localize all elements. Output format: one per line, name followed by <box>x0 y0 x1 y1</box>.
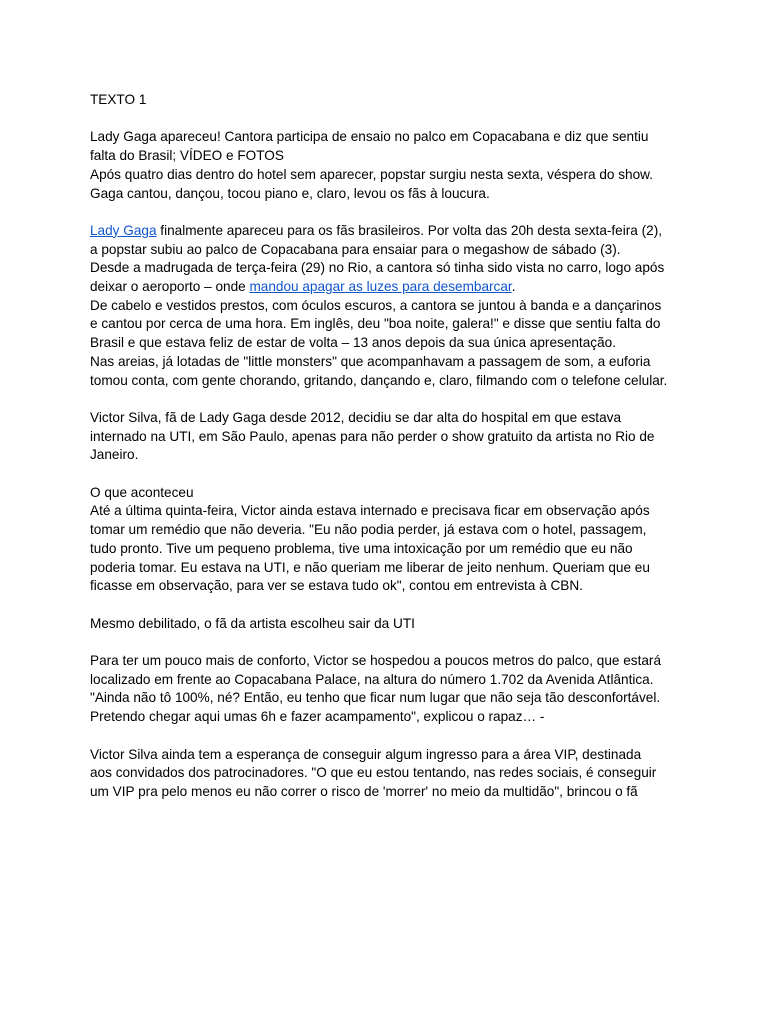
text-line <box>90 222 690 241</box>
document-page <box>90 91 690 820</box>
article-paragraph-3 <box>90 484 690 596</box>
text-line: ficasse em observação, para ver se estava tudo ok", contou em entrevista à CBN. <box>90 578 583 594</box>
article-paragraph-4 <box>90 615 690 634</box>
article-paragraph-6 <box>90 746 690 802</box>
text-line: "Ainda não tô 100%, né? Então, eu tenho que ficar num lugar que não seja tão desconfortável. <box>90 690 661 706</box>
text-line: e cantou por cerca de uma hora. Em inglês, deu "boa noite, galera!" e disse que sentiu falta do <box>90 316 661 332</box>
lady-gaga-link[interactable]: Lady Gaga <box>90 222 157 238</box>
text-line: tomou conta, com gente chorando, gritando, dançando e, claro, filmando com o telefone celular. <box>90 372 668 388</box>
text-line: Após quatro dias dentro do hotel sem aparecer, popstar surgiu nesta sexta, véspera do show. <box>90 166 653 182</box>
text-line: Nas areias, já lotadas de "little monsters" que acompanhavam a passagem de som, a euforia <box>90 353 651 369</box>
article-paragraph-2 <box>90 409 690 465</box>
text-line: Desde a madrugada de terça-feira (29) no Rio, a cantora só tinha sido vista no carro, logo após <box>90 260 665 276</box>
text-line <box>90 278 690 297</box>
text-line: internado na UTI, em São Paulo, apenas para não perder o show gratuito da artista no Rio de <box>90 428 655 444</box>
article-paragraph-1 <box>90 222 690 390</box>
text-line: tomar um remédio que não deveria. "Eu não podia perder, já estava com o hotel, passagem, <box>90 522 647 538</box>
text-line: Victor Silva ainda tem a esperança de conseguir algum ingresso para a área VIP, destinada <box>90 746 642 762</box>
text-line: falta do Brasil; VÍDEO e FOTOS <box>90 148 284 164</box>
lights-off-link[interactable]: mandou apagar as luzes para desembarcar <box>249 279 512 294</box>
section-subheading: O que aconteceu <box>90 484 194 500</box>
text-label: TEXTO 1 <box>90 92 147 107</box>
text-line: um VIP pra pelo menos eu não correr o risco de 'morrer' no meio da multidão", brincou o fã <box>90 783 638 799</box>
text-line: Para ter um pouco mais de conforto, Victor se hospedou a poucos metros do palco, que estará <box>90 653 662 668</box>
text-line: De cabelo e vestidos prestos, com óculos escuros, a cantora se juntou à banda e a dançarinos <box>90 297 662 313</box>
text-line: Até a última quinta-feira, Victor ainda estava internado e precisava ficar em observação após <box>90 503 650 519</box>
text-line: Janeiro. <box>90 447 139 463</box>
text-fragment: . <box>511 279 516 294</box>
article-paragraph-5 <box>90 652 690 727</box>
text-line: Gaga cantou, dançou, tocou piano e, claro, levou os fãs à loucura. <box>90 185 490 201</box>
text-line: a popstar subiu ao palco de Copacabana para ensaiar para o megashow de sábado (3). <box>90 241 621 257</box>
text-line: tudo pronto. Tive um pequeno problema, tive uma intoxicação por um remédio que eu não <box>90 540 633 556</box>
text-line: poderia tomar. Eu estava na UTI, e não queriam me liberar de jeito nenhum. Queriam que eu <box>90 559 650 575</box>
text-fragment: finalmente apareceu para os fãs brasileiros. Por volta das 20h desta sexta-feira (2), <box>156 222 663 238</box>
text-line: Pretendo chegar aqui umas 6h e fazer acampamento", explicou o rapaz… - <box>90 709 545 725</box>
text-line: Brasil e que estava feliz de estar de volta – 13 anos depois da sua única apresentação. <box>90 335 616 351</box>
text-line: Victor Silva, fã de Lady Gaga desde 2012, decidiu se dar alta do hospital em que estava <box>90 409 622 425</box>
text-line: Lady Gaga apareceu! Cantora participa de ensaio no palco em Copacabana e diz que sentiu <box>90 129 649 145</box>
text-fragment: deixar o aeroporto – onde <box>90 279 250 294</box>
intro-paragraph <box>90 128 690 203</box>
section-subheading: Mesmo debilitado, o fã da artista escolheu sair da UTI <box>90 615 415 631</box>
text-line: aos convidados dos patrocinadores. "O que eu estou tentando, nas redes sociais, é conseguir <box>90 765 657 781</box>
text-line: localizado em frente ao Copacabana Palace, na altura do número 1.702 da Avenida Atlântica. <box>90 671 654 687</box>
